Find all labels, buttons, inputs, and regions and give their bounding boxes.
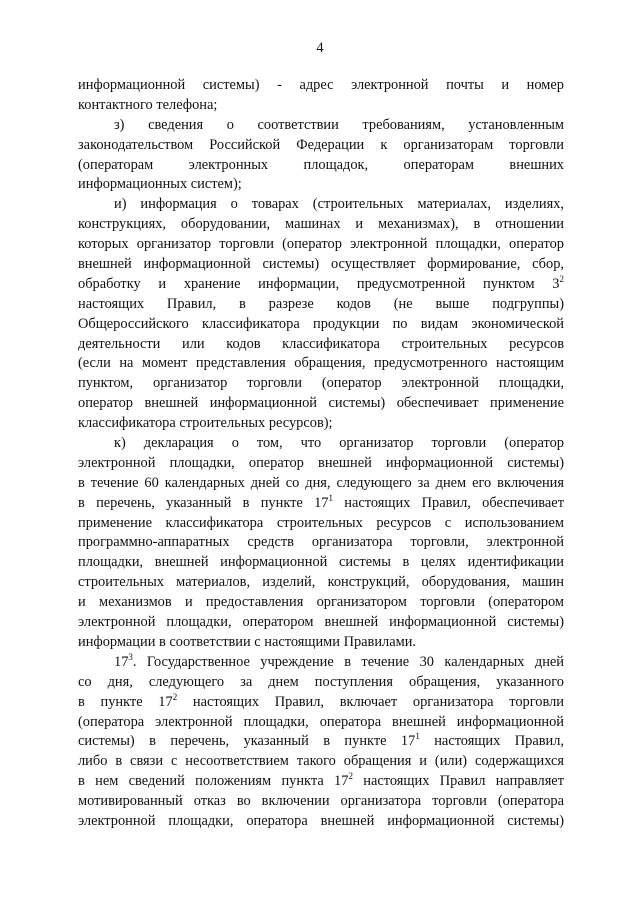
line-text-continued: настоящих Правил, включает организатора торговли [177,693,564,710]
superscript-index: 2 [348,771,353,782]
text-line [78,116,564,136]
line-text: 17 [114,653,129,670]
text-line [78,792,564,812]
text-line [78,335,564,355]
text-line [78,96,564,116]
paragraph-p-z [78,116,564,196]
text-line [78,414,564,434]
text-line [78,354,564,374]
superscript-index: 2 [172,691,178,702]
text-line [78,812,564,832]
line-text: информационной системы) - адрес электронной почты и номер [78,77,564,93]
line-text: законодательством Российской Федерации к организаторам торговли [78,136,564,153]
line-text: мотивированный отказ во включении организатора торговли (оператора [78,793,564,810]
line-text: которых организатор торговли (оператор электронной площадки, оператор [78,236,564,253]
line-text: Общероссийского классификатора продукции по видам экономической [78,315,564,332]
line-text: площадки, внешней информационной системы в целях идентификации [78,554,564,571]
line-text: и) информация о товарах (строительных материалах, изделиях, [114,196,564,213]
text-line [78,156,564,176]
line-text: деятельности или кодов классификатора строительных ресурсов [78,335,564,352]
line-text: (если на момент представления обращения, предусмотренного настоящим [78,355,564,372]
line-text: в течение 60 календарных дней со дня, следующего за днем его включения [78,474,564,491]
line-text: классификатора строительных ресурсов); [78,415,333,432]
superscript-index: 3 [128,651,133,662]
text-line [78,752,564,772]
text-line [78,255,564,275]
line-text: электронной площадки, оператор внешней информационной системы) [78,454,564,471]
paragraph-p-k [78,434,564,653]
line-text: в перечень, указанный в пункте 17 [78,494,329,511]
text-line [78,573,564,593]
line-text: в нем сведений положениям пункта 17 [78,773,349,790]
text-line [78,195,564,215]
text-line [78,593,564,613]
text-line [78,235,564,255]
line-text-continued: настоящих Правил, обеспечивает [332,494,564,511]
line-text-continued: настоящих Правил направляет [352,773,564,790]
text-line [78,633,564,653]
document-body [78,76,564,832]
text-line [78,295,564,315]
text-line [78,374,564,394]
text-line [78,772,564,792]
line-text: системы) в перечень, указанный в пункте 17 [78,733,416,750]
text-line [78,494,564,514]
text-line [78,653,564,673]
line-text: электронной площадки, оператора внешней информационной системы) [78,812,564,829]
text-line [78,673,564,693]
text-line [78,613,564,633]
line-text: пунктом, организатор торговли (оператор электронной площадки, [78,375,564,392]
text-line [78,474,564,494]
text-line [78,394,564,414]
text-line [78,76,564,96]
line-text: либо в связи с несоответствием такого обращения и (или) содержащихся [78,753,564,770]
text-line [78,136,564,156]
line-text: информации в соответствии с настоящими Правилами. [78,633,417,650]
line-text: (операторам электронных площадок, операторам внешних [78,156,564,173]
line-text: электронной площадки, оператором внешней информационной системы) [78,614,564,631]
line-text: в пункте 17 [78,693,173,710]
text-line [78,693,564,713]
line-text: внешней информационной системы) осуществляет формирование, сбор, [78,256,564,273]
line-text: настоящих Правил, в разрезе кодов (не выше подгруппы) [78,295,564,312]
superscript-index: 1 [415,731,420,742]
text-line [78,533,564,553]
line-text: оператор внешней информационной системы) обеспечивает применение [78,395,564,412]
text-line [78,713,564,733]
text-line [78,215,564,235]
superscript-index: 2 [559,273,564,284]
paragraph-p-intro [78,76,564,116]
paragraph-p-17-3 [78,653,564,832]
text-line [78,434,564,454]
text-line [78,514,564,534]
line-text: строительных материалов, изделий, конструкций, оборудования, машин [78,574,564,591]
text-line [78,315,564,335]
line-text: информационных систем); [78,176,242,193]
text-line [78,275,564,295]
text-line [78,732,564,752]
text-line [78,454,564,474]
superscript-index: 1 [328,492,333,503]
paragraph-p-i [78,195,564,434]
line-text-continued: настоящих Правил, [419,733,564,750]
line-text: конструкциях, оборудовании, машинах и механизмах), в отношении [78,216,564,233]
line-text: со дня, следующего за днем поступления обращения, указанного [78,673,564,690]
line-text: программно-аппаратных средств организатора торговли, электронной [78,534,564,551]
line-text: контактного телефона; [78,96,218,113]
line-text: применение классификатора строительных ресурсов с использованием [78,514,564,531]
line-text: (оператора электронной площадки, оператора внешней информационной [78,713,564,730]
text-line [78,175,564,195]
line-text-continued: . Государственное учреждение в течение 30 календарных дней [132,653,564,670]
line-text: з) сведения о соответствии требованиям, установленным [114,116,564,133]
line-text: к) декларация о том, что организатор торговли (оператор [114,435,564,452]
page-number: 4 [316,40,324,56]
line-text: и механизмов и предоставления организатором торговли (оператором [78,594,564,611]
text-line [78,553,564,573]
line-text: обработку и хранение информации, предусмотренной пунктом 3 [78,275,560,292]
